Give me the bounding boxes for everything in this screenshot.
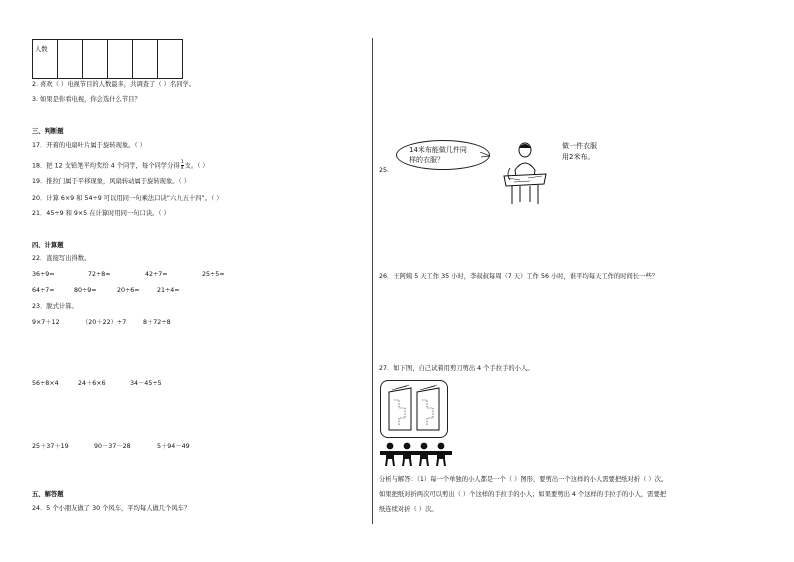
calc-item: 42÷7= [145, 271, 168, 278]
calc-item: 36÷9= [32, 271, 55, 278]
question-18-text-a: 18．把 12 支铅笔平均奖给 4 个同学，每个同学分得 [32, 162, 180, 170]
question-24: 24．5 个小朋友做了 30 个风车，平均每人做几个风车？ [32, 505, 191, 512]
calc-item: 21÷4= [157, 287, 180, 294]
section-4-title: 四、计算题 [32, 242, 64, 249]
folded-paper-frame [380, 380, 448, 438]
section-3-title: 三、判断题 [32, 128, 64, 135]
tuoshi-item: 9×7＋12 [32, 319, 60, 326]
table-cell [83, 40, 108, 79]
question-21: 21．45÷9 和 9×5 在计算时用同一句口诀。（ ） [32, 210, 170, 217]
tuoshi-item: 34－45÷5 [130, 380, 162, 387]
paper-dolls-icon [380, 442, 452, 466]
calc-item: 80÷9= [74, 287, 97, 294]
fraction-denominator: 4 [180, 166, 184, 171]
question-23: 23．脱式计算。 [32, 303, 78, 310]
table-cell [158, 40, 183, 79]
folded-paper-icon [385, 384, 443, 434]
section-5-title: 五、解答题 [32, 491, 64, 498]
tuoshi-item: 56÷8×4 [32, 380, 59, 387]
question-18 [32, 160, 209, 171]
table-cell [108, 40, 133, 79]
tuoshi-item: （20＋22）÷7 [82, 319, 127, 326]
tuoshi-item: 5＋94－49 [157, 443, 190, 450]
tuoshi-item: 24＋6×6 [78, 380, 106, 387]
say-line-2: 用2米布。 [562, 153, 595, 161]
question-18-text-b: 支。（ ） [184, 162, 209, 170]
question-17: 17．开着的电扇叶片属于旋转现象。（ ） [32, 142, 146, 149]
calc-item: 20÷6= [117, 287, 140, 294]
survey-table [32, 39, 183, 79]
question-22: 22．直接写出得数。 [32, 255, 91, 262]
speech-bubble [396, 140, 490, 170]
analysis-line-1: 分析与解答：（1）每一个单独的小人都是一个（ ）图形，要剪出一个这样的小人需要把纸对折（ ）次。 [379, 476, 668, 483]
table-row-label: 人数 [33, 40, 58, 79]
question-20: 20．计算 6×9 和 54÷9 可以用同一句乘法口诀“六九五十四”。（ ） [32, 195, 223, 202]
tuoshi-item: 90－37－28 [94, 443, 131, 450]
question-19: 19．推拉门属于平移现象，风扇转动属于旋转现象。（ ） [32, 178, 190, 185]
bubble-tail-icon [480, 152, 490, 158]
calc-item: 64÷7= [32, 287, 55, 294]
calc-item: 72÷8= [88, 271, 111, 278]
question-25-number: 25. [379, 167, 390, 174]
analysis-line-2: 如果把纸对折两次可以剪出（ ）个这样的手拉手的小人；如果要剪出 4 个这样的手拉手的小人，需要把 [379, 491, 667, 498]
tuoshi-item: 25＋37＋19 [32, 443, 69, 450]
say-line-1: 做一件衣服 [562, 142, 597, 150]
table-cell [58, 40, 83, 79]
column-divider [372, 38, 373, 524]
bubble-line-2: 样的衣服？ [409, 156, 444, 164]
fraction-numerator: 1 [180, 160, 184, 165]
calc-item: 25÷5= [202, 271, 225, 278]
tailor-woman-icon [500, 140, 550, 206]
table-cell [133, 40, 158, 79]
question-27: 27．如下图，自己试着用剪刀剪出 4 个手拉手的小人。 [379, 365, 534, 372]
tuoshi-item: 8＋72÷8 [143, 319, 171, 326]
analysis-line-3: 纸连续对折（ ）次。 [379, 506, 438, 513]
bubble-line-1: 14米布能做几件同 [409, 146, 467, 154]
question-2: 2. 喜欢（ ）电视节目的人数最多，共调查了（ ）名同学。 [32, 81, 196, 88]
question-26: 26．王阿姨 5 天工作 35 小时，李叔叔每周（7 天）工作 56 小时，谁平均每天工作的时间长一些？ [379, 273, 659, 280]
fraction [181, 160, 184, 171]
question-3: 3. 如果是你看电视，你会选什么节目？ [32, 96, 141, 103]
